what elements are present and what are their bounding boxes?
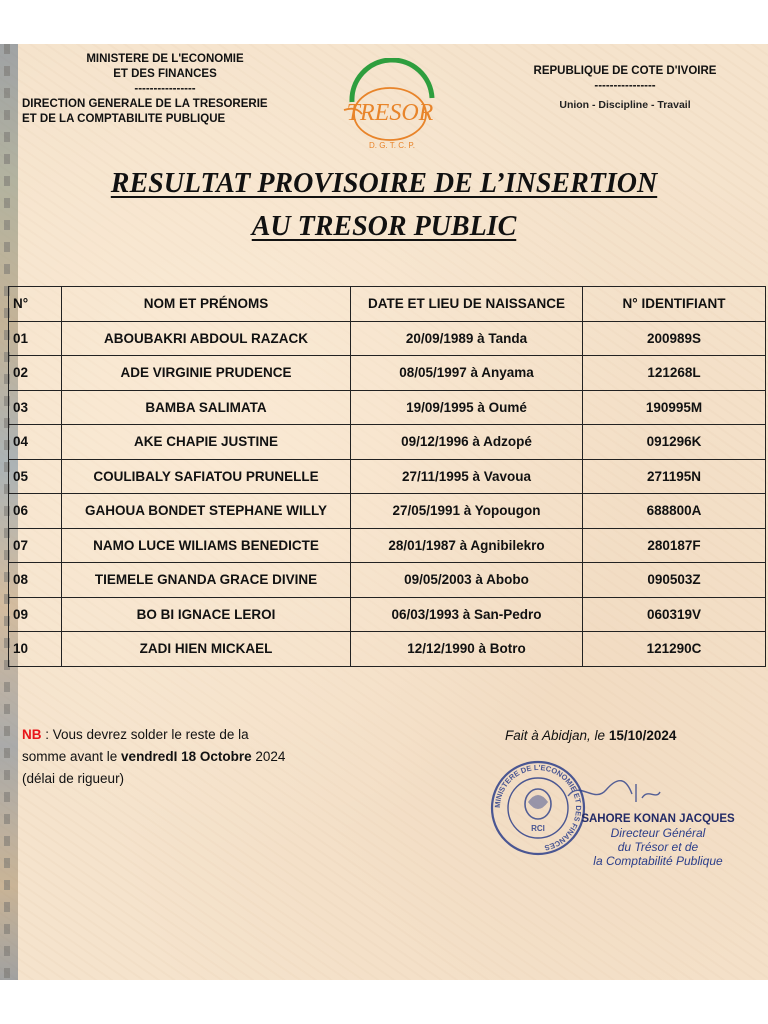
results-table bbox=[8, 286, 766, 667]
row-number: 02 bbox=[9, 356, 62, 391]
place-text: Fait à Abidjan, le bbox=[505, 728, 609, 743]
row-identifier: 280187F bbox=[583, 528, 766, 563]
table-row bbox=[9, 563, 766, 598]
issue-date: 15/10/2024 bbox=[608, 728, 677, 743]
row-number: 06 bbox=[9, 494, 62, 529]
table-row bbox=[9, 494, 766, 529]
row-identifier: 121268L bbox=[583, 356, 766, 391]
row-identifier: 190995M bbox=[583, 390, 766, 425]
row-name: ADE VIRGINIE PRUDENCE bbox=[62, 356, 351, 391]
table-row bbox=[9, 528, 766, 563]
row-number: 01 bbox=[9, 321, 62, 356]
table-row bbox=[9, 356, 766, 391]
signatory-title-2: du Trésor et de bbox=[617, 840, 699, 854]
row-identifier: 271195N bbox=[583, 459, 766, 494]
note-text-3: (délai de rigueur) bbox=[22, 771, 125, 786]
row-birth: 09/05/2003 à Abobo bbox=[351, 563, 583, 598]
stamp-country-code: RCI bbox=[531, 824, 545, 833]
row-number: 05 bbox=[9, 459, 62, 494]
table-row bbox=[9, 459, 766, 494]
table-row bbox=[9, 632, 766, 667]
direction-line-2: ET DE LA COMPTABILITE PUBLIQUE bbox=[22, 113, 226, 125]
row-birth: 08/05/1997 à Anyama bbox=[351, 356, 583, 391]
payment-note bbox=[22, 724, 362, 790]
row-birth: 20/09/1989 à Tanda bbox=[351, 321, 583, 356]
document-title-line-2: AU TRESOR PUBLIC bbox=[251, 211, 517, 242]
signatory-title-1: Directeur Général bbox=[610, 826, 706, 840]
republic-separator: ---------------- bbox=[594, 80, 656, 92]
header-name: NOM ET PRÉNOMS bbox=[62, 287, 351, 322]
logo-wordmark: TRESOR bbox=[346, 100, 434, 126]
row-birth: 06/03/1993 à San-Pedro bbox=[351, 597, 583, 632]
logo-initials: D. G. T. C. P. bbox=[369, 141, 415, 150]
table-row bbox=[9, 321, 766, 356]
row-birth: 27/11/1995 à Vavoua bbox=[351, 459, 583, 494]
ministry-header bbox=[22, 52, 312, 127]
row-name: ZADI HIEN MICKAEL bbox=[62, 632, 351, 667]
row-identifier: 060319V bbox=[583, 597, 766, 632]
row-number: 03 bbox=[9, 390, 62, 425]
row-number: 09 bbox=[9, 597, 62, 632]
direction-line-1: DIRECTION GENERALE DE LA TRESORERIE bbox=[22, 98, 268, 110]
tresor-logo bbox=[338, 58, 446, 154]
row-identifier: 090503Z bbox=[583, 563, 766, 598]
note-year: 2024 bbox=[251, 749, 286, 764]
signatory-name: SAHORE KONAN JACQUES bbox=[581, 813, 735, 825]
row-name: BAMBA SALIMATA bbox=[62, 390, 351, 425]
table-row bbox=[9, 425, 766, 460]
row-name: COULIBALY SAFIATOU PRUNELLE bbox=[62, 459, 351, 494]
header-number: N° bbox=[9, 287, 62, 322]
row-name: TIEMELE GNANDA GRACE DIVINE bbox=[62, 563, 351, 598]
row-name: ABOUBAKRI ABDOUL RAZACK bbox=[62, 321, 351, 356]
ministry-line-1: MINISTERE DE L'ECONOMIE bbox=[86, 53, 244, 65]
row-birth: 28/01/1987 à Agnibilekro bbox=[351, 528, 583, 563]
country-name: REPUBLIQUE DE COTE D'IVOIRE bbox=[533, 65, 717, 77]
row-number: 08 bbox=[9, 563, 62, 598]
note-text-2: somme avant le bbox=[22, 749, 122, 764]
row-identifier: 091296K bbox=[583, 425, 766, 460]
row-birth: 19/09/1995 à Oumé bbox=[351, 390, 583, 425]
table-row bbox=[9, 390, 766, 425]
row-name: GAHOUA BONDET STEPHANE WILLY bbox=[62, 494, 351, 529]
row-identifier: 688800A bbox=[583, 494, 766, 529]
document-title-line-1: RESULTAT PROVISOIRE DE L’INSERTION bbox=[110, 168, 658, 199]
note-deadline: vendredI 18 Octobre bbox=[121, 749, 252, 764]
row-number: 04 bbox=[9, 425, 62, 460]
header-birth: DATE ET LIEU DE NAISSANCE bbox=[351, 287, 583, 322]
row-identifier: 121290C bbox=[583, 632, 766, 667]
table-row bbox=[9, 597, 766, 632]
row-birth: 09/12/1996 à Adzopé bbox=[351, 425, 583, 460]
signatory-title-3: la Comptabilité Publique bbox=[593, 854, 723, 868]
row-name: NAMO LUCE WILIAMS BENEDICTE bbox=[62, 528, 351, 563]
national-motto: Union - Discipline - Travail bbox=[559, 99, 691, 111]
republic-header bbox=[510, 64, 740, 113]
header-identifier: N° IDENTIFIANT bbox=[583, 287, 766, 322]
row-birth: 12/12/1990 à Botro bbox=[351, 632, 583, 667]
row-name: BO BI IGNACE LEROI bbox=[62, 597, 351, 632]
stamp-ring-text: MINISTERE DE L'ECONOMIE ET DES FINANCES bbox=[492, 762, 584, 853]
note-label: NB bbox=[22, 727, 42, 742]
signatory-block bbox=[578, 812, 738, 868]
note-text-1: : Vous devrez solder le reste de la bbox=[41, 727, 249, 742]
row-identifier: 200989S bbox=[583, 321, 766, 356]
ministry-separator: ---------------- bbox=[134, 83, 196, 95]
row-number: 10 bbox=[9, 632, 62, 667]
table-header-row bbox=[9, 287, 766, 322]
row-birth: 27/05/1991 à Yopougon bbox=[351, 494, 583, 529]
ministry-line-2: ET DES FINANCES bbox=[113, 68, 217, 80]
row-name: AKE CHAPIE JUSTINE bbox=[62, 425, 351, 460]
place-date-line bbox=[505, 728, 745, 743]
signature-icon bbox=[560, 770, 690, 810]
row-number: 07 bbox=[9, 528, 62, 563]
